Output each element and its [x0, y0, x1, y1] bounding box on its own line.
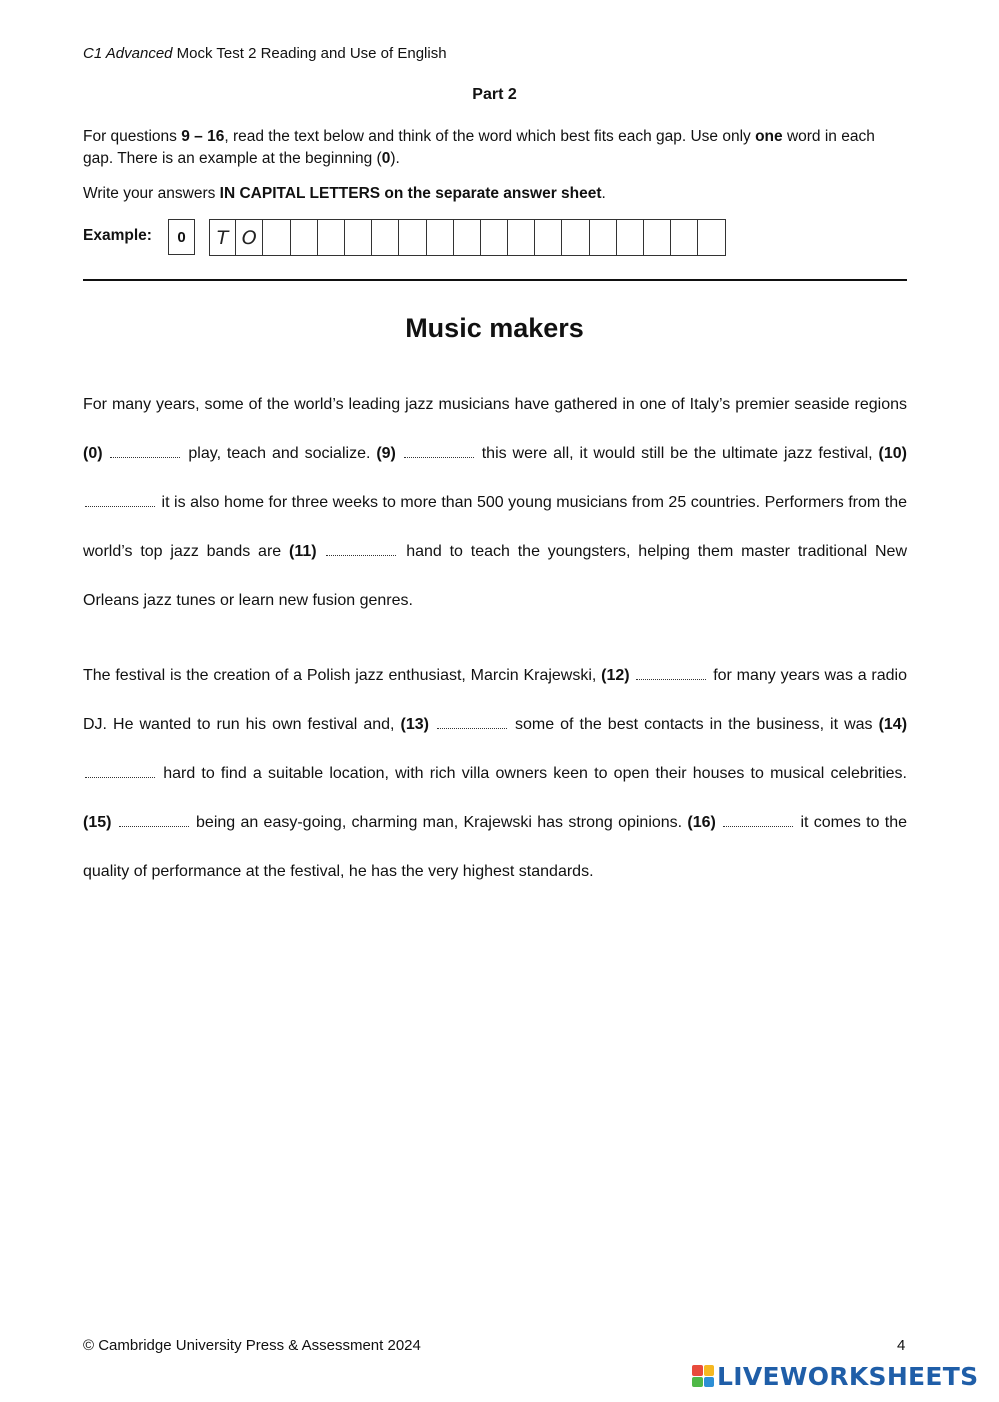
answer-instructions — [83, 183, 908, 205]
text-segment: For many years, some of the world’s leading jazz musicians have gathered in one of Italy’s premier seaside regions — [83, 396, 907, 413]
example-answer-cell — [454, 219, 481, 256]
text-segment: some of the best contacts in the business, it was — [508, 716, 879, 733]
example-answer-cell — [535, 219, 562, 256]
divider-line — [83, 279, 907, 281]
instr-example-number: 0 — [381, 150, 391, 167]
instr-capital-letters: IN CAPITAL LETTERS on the separate answer sheet — [219, 185, 602, 202]
example-answer-cell — [345, 219, 372, 256]
header-exam-name: C1 Advanced — [83, 45, 173, 62]
instr-text: ). — [390, 150, 400, 167]
logo-mark-square — [692, 1365, 703, 1376]
example-answer-cell — [399, 219, 426, 256]
gap-11-field[interactable] — [326, 541, 396, 556]
text-segment: The festival is the creation of a Polish jazz enthusiast, Marcin Krajewski, — [83, 667, 602, 684]
page-number: 4 — [897, 1337, 906, 1354]
instr-question-range: 9 – 16 — [181, 128, 225, 145]
gap-number-12: (12) — [601, 667, 630, 684]
gap-16-field[interactable] — [723, 812, 793, 827]
instr-text: Write your answers — [83, 185, 220, 202]
example-answer-cell — [372, 219, 399, 256]
header-test-name: Mock Test 2 Reading and Use of English — [172, 45, 447, 62]
gap-number-0: (0) — [83, 445, 103, 462]
gap-0-field[interactable] — [110, 443, 180, 458]
gap-12-field[interactable] — [636, 665, 706, 680]
gap-15-field[interactable] — [119, 812, 189, 827]
gap-9-field[interactable] — [404, 443, 474, 458]
text-segment: for many years was a radio DJ. He wanted to run his own festival and, — [83, 667, 908, 733]
text-segment: it comes to the quality of performance at the festival, he has the very highest standards. — [83, 814, 908, 880]
example-answer-boxes — [209, 219, 726, 256]
example-answer-cell — [644, 219, 671, 256]
text-segment: being an easy-going, charming man, Krajewski has strong opinions. — [190, 814, 688, 831]
instructions — [83, 126, 908, 170]
example-answer-cell — [508, 219, 535, 256]
paragraph-2 — [83, 651, 907, 896]
page-header — [83, 45, 447, 62]
example-answer-cell — [481, 219, 508, 256]
gap-number-15: (15) — [83, 814, 112, 831]
example-answer-cell — [698, 219, 725, 256]
instr-text: word in each gap. There is an example at the beginning ( — [83, 128, 875, 167]
text-segment: play, teach and socialize. — [182, 445, 377, 462]
example-number-box: 0 — [168, 219, 195, 255]
gap-number-13: (13) — [400, 716, 429, 733]
example-answer-cell — [562, 219, 589, 256]
logo-text: LIVEWORKSHEETS — [717, 1361, 979, 1391]
example-answer-cell — [318, 219, 345, 256]
logo-mark-square — [704, 1365, 715, 1376]
gap-number-10: (10) — [878, 445, 907, 462]
text-segment: hard to find a suitable location, with rich villa owners keen to open their houses to musical celebrities. — [157, 765, 907, 782]
example-label: Example: — [83, 227, 152, 244]
liveworksheets-logo[interactable] — [692, 1360, 978, 1392]
example-answer-cell — [263, 219, 290, 256]
copyright-notice: © Cambridge University Press & Assessment 2024 — [83, 1337, 421, 1354]
example-answer-cell — [427, 219, 454, 256]
instr-text: , read the text below and think of the word which best fits each gap. Use only — [224, 128, 756, 145]
gap-number-16: (16) — [687, 814, 716, 831]
text-segment: hand to teach the youngsters, helping them master traditional New Orleans jazz tunes or learn new fusion genres. — [83, 543, 908, 609]
gap-number-14: (14) — [878, 716, 908, 733]
logo-mark-icon — [692, 1365, 714, 1387]
example-answer-cell — [671, 219, 698, 256]
gap-14-field[interactable] — [85, 763, 155, 778]
example-answer-cell: T — [209, 219, 236, 256]
logo-mark-square — [692, 1377, 703, 1388]
text-segment: it is also home for three weeks to more than 500 young musicians from 25 countries. Performers from the world’s top jazz bands are — [83, 494, 907, 560]
instr-text: For questions — [83, 128, 182, 145]
gap-13-field[interactable] — [437, 714, 507, 729]
instr-one-word: one — [755, 128, 783, 145]
text-title: Music makers — [405, 313, 584, 343]
gap-number-11: (11) — [288, 543, 317, 560]
paragraph-1 — [83, 380, 907, 625]
example-answer-cell — [291, 219, 318, 256]
part-title: Part 2 — [472, 86, 517, 103]
text-segment: this were all, it would still be the ultimate jazz festival, — [475, 445, 879, 462]
example-answer-cell — [617, 219, 644, 256]
gap-number-9: (9) — [376, 445, 396, 462]
logo-mark-square — [704, 1377, 715, 1388]
gap-10-field[interactable] — [85, 492, 155, 507]
example-answer-cell: O — [236, 219, 263, 256]
instr-text: . — [601, 185, 606, 202]
example-answer-cell — [590, 219, 617, 256]
